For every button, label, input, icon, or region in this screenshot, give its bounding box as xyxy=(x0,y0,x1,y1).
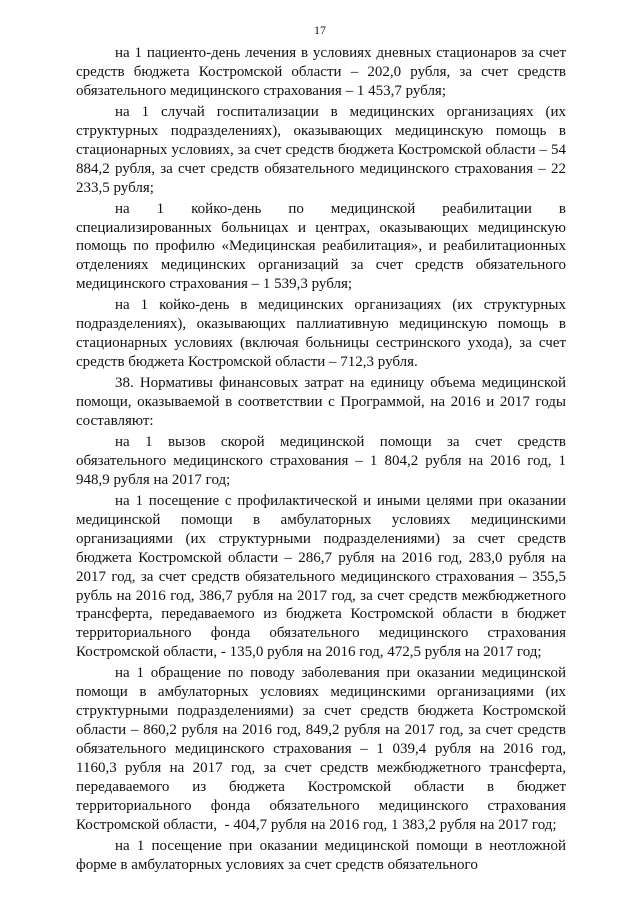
paragraph-disease-appeal-cost: на 1 обращение по поводу заболевания при оказании медицинской помощи в амбулаторных условиях медицинскими организациями (их структурными подразделениями) за счет средств бюджета Костромской области – 860,2 рубля на 2016 год, 849,2 рубля на 2017 год, за счет средств обязательного медицинского страхования – 1 039,4 рубля на 2016 год, 1160,3 рубля на 2017 год, за счет средств межбюджетного трансферта, передаваемого из бюджета Костромской области в бюджет территориального фонда обязательного медицинского страхования Костромской области, - 404,7 рубля на 2016 год, 1 383,2 рубля на 2017 год; xyxy=(76,665,570,833)
paragraph-preventive-visit-cost: на 1 посещение с профилактической и иными целями при оказании медицинской помощи в амбулаторных условиях медицинскими организациями (их структурными подразделениями) за счет средств бюджета Костромской области – 286,7 рубля на 2016 год, 283,0 рубля на 2017 год, за счет средств обязательного медицинского страхования – 355,5 рубль на 2016 год, 386,7 рубля на 2017 год, за счет средств межбюджетного трансферта, передаваемого из бюджета Костромской области в бюджет территориального фонда обязательного медицинского страхования Костромской области, - 135,0 рубля на 2016 год, 472,5 рубля на 2017 год; xyxy=(76,492,570,661)
page-number: 17 xyxy=(314,23,326,37)
paragraph-urgent-care-visit: на 1 посещение при оказании медицинской помощи в неотложной форме в амбулаторных условиях за счет средств обязательного xyxy=(76,837,570,873)
paragraph-palliative-cost: на 1 койко-день в медицинских организациях (их структурных подразделениях), оказывающих паллиативную медицинскую помощь в стационарных условиях (включая больницы сестринского ухода), за счет средств бюджета Костромской области – 712,3 рубля. xyxy=(76,297,570,371)
document-body xyxy=(76,44,570,874)
paragraph-section-38: 38. Нормативы финансовых затрат на единицу объема медицинской помощи, оказываемой в соответствии с Программой, на 2016 и 2017 годы составляют: xyxy=(76,375,570,429)
paragraph-ambulance-call-cost: на 1 вызов скорой медицинской помощи за счет средств обязательного медицинского страхования – 1 804,2 рубля на 2016 год, 1 948,9 рубля на 2017 год; xyxy=(76,434,570,488)
paragraph-day-hospital-cost: на 1 пациенто-день лечения в условиях дневных стационаров за счет средств бюджета Костромской области – 202,0 рубля, за счет средств обязательного медицинского страхования – 1 453,7 рубля; xyxy=(76,45,570,99)
paragraph-hospitalization-cost: на 1 случай госпитализации в медицинских организациях (их структурных подразделениях), оказывающих медицинскую помощь в стационарных условиях, за счет средств бюджета Костромской области – 54 884,2 рубля, за счет средств обязательного медицинского страхования – 22 233,5 рубля; xyxy=(76,103,570,196)
paragraph-rehabilitation-cost: на 1 койко-день по медицинской реабилитации в специализированных больницах и центрах, оказывающих медицинскую помощь по профилю «Медицинская реабилитация», и реабилитационных отделениях медицинских организаций за счет средств обязательного медицинского страхования – 1 539,3 рубля; xyxy=(76,200,570,293)
